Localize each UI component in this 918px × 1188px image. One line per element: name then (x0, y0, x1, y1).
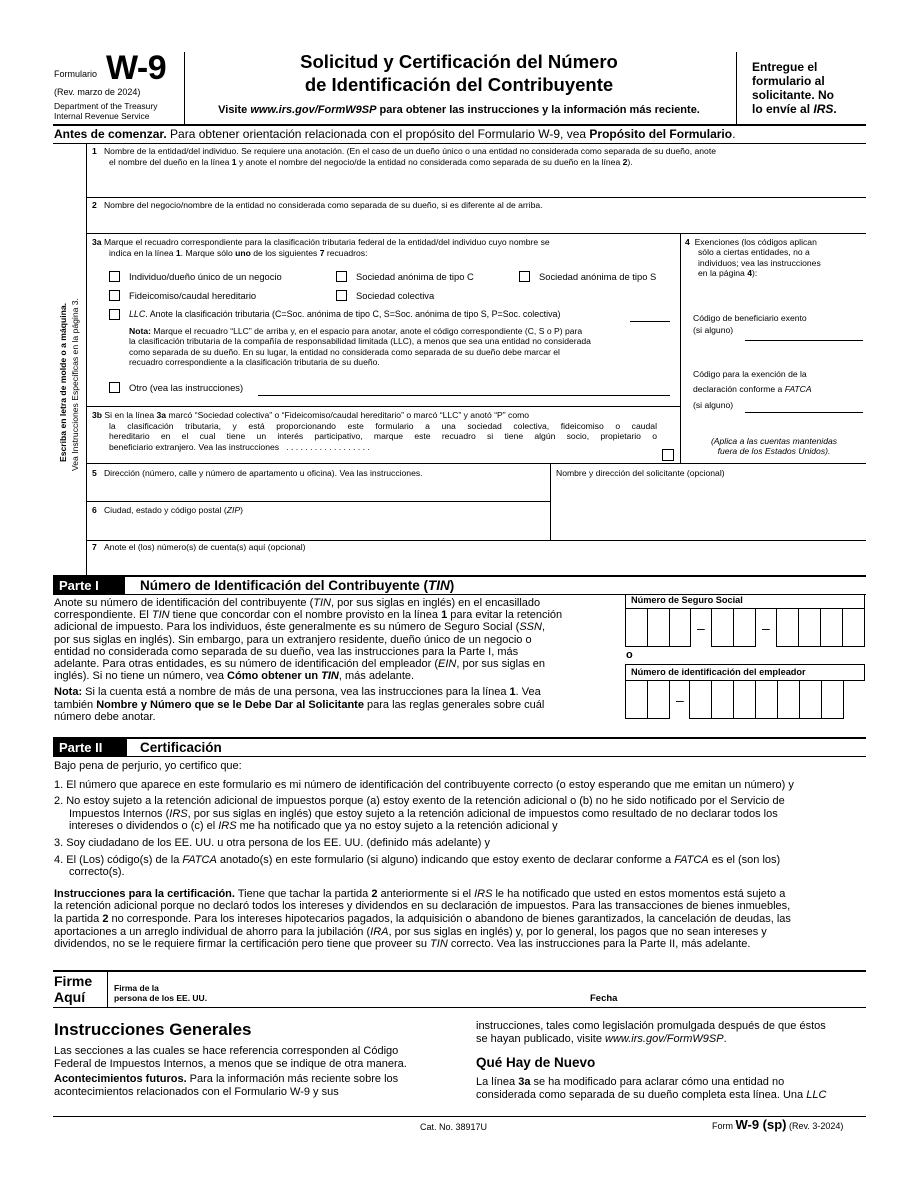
sign-here-label: Firme Aquí (54, 973, 93, 1005)
llc-label: LLC. Anote la clasificación tributaria (C=Soc. anónima de tipo C, S=Soc. anónima de tipo S, P=Soc. colectiva) (129, 309, 561, 319)
catalog-number: Cat. No. 38917U (420, 1122, 488, 1132)
before-you-begin: Antes de comenzar. Para obtener orientación relacionada con el propósito del Formulario W-9, vea Propósito del Formulario. (54, 127, 736, 141)
ssn-dash-1: – (697, 620, 705, 636)
exempt-payee-code-label: Código de beneficiario exento (si alguno) (693, 313, 807, 336)
ssn-label-box: Número de Seguro Social (625, 594, 865, 609)
trust-estate-label: Fideicomiso/caudal hereditario (129, 290, 257, 301)
line1-label-cont: el nombre del dueño en la línea 1 y anote el nombre del negocio/de la entidad no considerada como separada de su dueño en la línea 2). (109, 157, 633, 167)
visit-instructions (184, 104, 734, 116)
requester-name-address-label: Nombre y dirección del solicitante (opcional) (556, 468, 725, 478)
other-label: Otro (vea las instrucciones) (129, 382, 244, 393)
give-form-note (752, 60, 837, 116)
part2-title: Certificación (140, 740, 222, 755)
general-instructions-cont: instrucciones, tales como legislación promulgada después de que éstos se hayan publicado, visite www.irs.gov/FormW9SP. (476, 1020, 826, 1045)
partnership-label: Sociedad colectiva (356, 290, 435, 301)
irs-url-link[interactable]: www.irs.gov/FormW9SP (250, 104, 377, 116)
signature-field[interactable] (245, 975, 575, 1005)
line3a-label-cont: indica en la línea 1. Marque sólo uno de los siguientes 7 recuadros: (109, 248, 368, 258)
part1-label: Parte I (53, 577, 125, 594)
line2-label: 2 Nombre del negocio/nombre de la entidad no considerada como separada de su dueño, si es diferente al de arriba. (92, 200, 543, 210)
applies-outside-us-note: (Aplica a las cuentas mantenidas fuera de los Estados Unidos). (710, 436, 838, 457)
part2-label: Parte II (53, 739, 127, 756)
fatca-code-label: Código para la exención de la declaración conforme a FATCA (si alguno) (693, 369, 812, 410)
fatca-code-field[interactable] (745, 412, 863, 413)
date-label: Fecha (590, 993, 618, 1004)
ein-label-box: Número de identificación del empleador (625, 664, 865, 681)
other-checkbox[interactable] (109, 382, 120, 393)
note-line3: solicitante. No (752, 88, 835, 102)
dept-treasury: Department of the Treasury (54, 101, 158, 111)
form-number: W-9 (106, 49, 167, 87)
line2-business-name-field[interactable] (92, 212, 862, 232)
individual-label: Individuo/dueño único de un negocio (129, 271, 282, 282)
print-or-type-note: Escriba en letra de molde o a máquina. (58, 302, 68, 462)
ssn-dash-2: – (762, 620, 770, 636)
other-field[interactable] (258, 395, 670, 396)
llc-classification-field[interactable] (630, 321, 670, 322)
line1-name-field[interactable] (92, 170, 862, 196)
general-instructions-title: Instrucciones Generales (54, 1020, 252, 1039)
exempt-payee-code-field[interactable] (745, 340, 863, 341)
whats-new-title: Qué Hay de Nuevo (476, 1055, 596, 1070)
line1-label: 1 Nombre de la entidad/del individuo. Se requiere una anotación. (En el caso de un dueño único o una entidad no considerada como separada de su dueño, anote (92, 146, 716, 156)
llc-checkbox[interactable] (109, 309, 120, 320)
signature-label: Firma de la persona de los EE. UU. (114, 983, 208, 1003)
note-line4: lo envíe al IRS. (752, 102, 837, 116)
revision-date: (Rev. marzo de 2024) (54, 87, 141, 97)
trust-estate-checkbox[interactable] (109, 290, 120, 301)
date-field[interactable] (625, 980, 863, 1006)
ein-dash: – (676, 692, 684, 708)
see-specific-instructions: Vea Instrucciones Específicas en la página 3. (70, 298, 80, 471)
line4-exemptions: 4 Exenciones (los códigos aplican sólo a ciertas entidades, no a individuos; vea las instrucciones en la página 4): (685, 237, 821, 279)
line3b-label-cont: la clasificación tributaria, y está proporcionando este formulario a una sociedad colectiva, fideicomiso o caudal hereditario en el cual tiene un interés participativo, marque este recuadro si tiene algún socio, propietario o beneficiario extranjero. Vea las instrucciones . . . . . . . . . . . . . . . . . . (109, 421, 657, 452)
c-corp-checkbox[interactable] (336, 271, 347, 282)
general-instructions-text: Las secciones a las cuales se hace referencia corresponden al Código Federal de Impuestos Internos, a menos que se indique de otra manera. Acontecimientos futuros. Para la información más reciente sobre los acontecimientos relacionados con el Formulario W-9 y sus (54, 1045, 407, 1098)
certification-text: Bajo pena de perjurio, yo certifico que: 1. El número que aparece en este formulario es mi número de identificación del contribuyente correcto (o estoy esperando que me emitan un número) y 2. No estoy sujeto a la retención adicional de impuestos porque (a) estoy exento de la retención adicional o (b) no he sido notificado por el Servicio de Impuestos Internos (IRS, por sus siglas en inglés) que estoy sujeto a la retención adicional de impuestos como resultado de no declarar todos los intereses o dividendos o (c) el IRS me ha notificado que ya no estoy sujeto a la retención adicional y 3. Soy ciudadano de los EE. UU. u otra persona de los EE. UU. (definido más adelante) y 4. El (Los) código(s) de la FATCA anotado(s) en este formulario (si alguno) indicando que estoy exento de declarar conforme a FATCA es el (son los) correcto(s). Instrucciones para la certificación. Tiene que tachar la partida 2 anteriormente si el IRS le ha notificado que usted en estos momentos está sujeto a la retención adicional porque no declaró todos los intereses y dividendos en su declaración de impuestos. Para las transacciones de bienes inmuebles, la partida 2 no corresponde. Para los intereses hipotecarios pagados, la adquisición o abandono de bienes garantizados, la cancelación de deudas, las aportaciones a un arreglo individual de ahorro para la jubilación (IRA, por sus siglas en inglés) y, por lo general, los pagos que no sean intereses y dividendos, no se le requiere firmar la certificación pero tiene que proveer su TIN correcto. Vea las instrucciones para la Parte II, más adelante. (54, 760, 794, 951)
form-footer-id: Form W-9 (sp) (Rev. 3-2024) (712, 1117, 844, 1132)
visit-suffix: para obtener las instrucciones y la información más reciente. (376, 104, 700, 116)
line6-city-state-zip-field[interactable] (92, 517, 547, 537)
whats-new-text: La línea 3a se ha modificado para aclarar cómo una entidad no considerada como separada de su dueño completa esta línea. Una LLC (476, 1076, 827, 1101)
line3b-label: 3b Si en la línea 3a marcó “Sociedad colectiva” o “Fideicomiso/caudal hereditario” o marcó “LLC” y anotó “P” como (92, 410, 530, 420)
line5-label: 5 Dirección (número, calle y número de apartamento u oficina). Vea las instrucciones. (92, 468, 423, 478)
ssn-digit-group-1[interactable] (625, 609, 691, 647)
line6-label: 6 Ciudad, estado y código postal (ZIP) (92, 505, 243, 515)
form-label: Formulario (54, 69, 98, 79)
llc-note: Nota: Marque el recuadro “LLC” de arriba y, en el espacio para anotar, anote el código correspondiente (C, S o P) para la clasificación tributaria de la compañía de responsabilidad limitada (LLC), a menos que sea una entidad no considerada como separada de su dueño. En su lugar, la entidad no considerada como separada de su dueño debe marcar el recuadro correspondiente a la clasificación tributaria de su dueño. (129, 326, 591, 368)
foreign-partner-checkbox[interactable] (662, 449, 674, 461)
line7-label: 7 Anote el (los) número(s) de cuenta(s) aquí (opcional) (92, 542, 306, 552)
requester-name-address-field[interactable] (556, 480, 862, 538)
c-corp-label: Sociedad anónima de tipo C (356, 271, 474, 282)
line5-address-field[interactable] (92, 480, 547, 500)
or-label: o (626, 649, 633, 661)
s-corp-label: Sociedad anónima de tipo S (539, 271, 657, 282)
line7-account-numbers-field[interactable] (92, 554, 862, 574)
line3a-label: 3a Marque el recuadro correspondiente para la clasificación tributaria federal de la entidad/del individuo cuyo nombre se (92, 237, 550, 247)
form-title-line1: Solicitud y Certificación del Número (300, 51, 618, 72)
note-line2: formulario al (752, 74, 825, 88)
s-corp-checkbox[interactable] (519, 271, 530, 282)
dept-irs: Internal Revenue Service (54, 111, 150, 121)
note-line1: Entregue el (752, 60, 818, 74)
part1-title: Número de Identificación del Contribuyente (TIN) (140, 578, 455, 593)
partnership-checkbox[interactable] (336, 290, 347, 301)
visit-prefix: Visite (218, 104, 251, 116)
form-title-line2: de Identificación del Contribuyente (304, 74, 614, 95)
individual-checkbox[interactable] (109, 271, 120, 282)
part1-instructions: Anote su número de identificación del contribuyente (TIN, por sus siglas en inglés) en el encasillado correspondiente. El TIN tiene que concordar con el nombre provisto en la línea 1 para evitar la retención adicional de impuesto. Para los individuos, éste generalmente es su número de Seguro Social (SSN, por sus siglas en inglés). Sin embargo, para un extranjero residente, dueño único de un negocio o entidad no considerada como separada de su dueño, vea las instrucciones para la Parte I, más adelante. Para otras entidades, es su número de identificación del empleador (EIN, por sus siglas en inglés). Si no tiene un número, vea Cómo obtener un TIN, más adelante. Nota: Si la cuenta está a nombre de más de una persona, vea las instrucciones para la línea 1. Vea también Nombre y Número que se le Debe Dar al Solicitante para las reglas generales sobre cuál número debe anotar. (54, 597, 563, 723)
